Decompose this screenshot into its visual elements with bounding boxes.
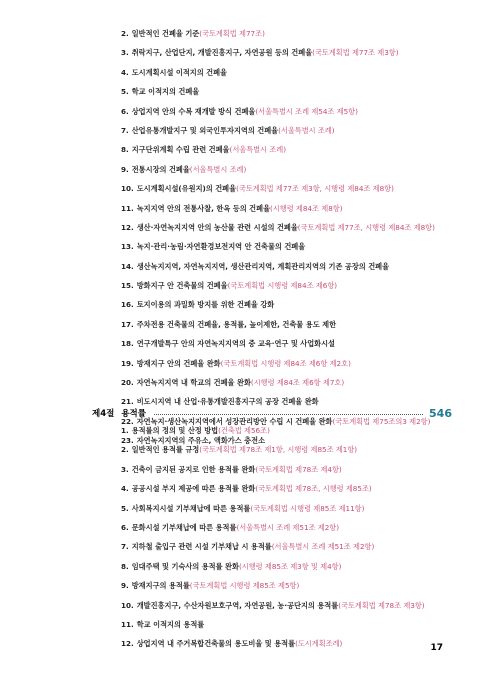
toc-item-title: 개발진흥지구, 수산자원보호구역, 자연공원, 농·공단지의 용적률: [136, 600, 339, 610]
toc-item-reference: (국토계획법 시행령 제84조 제6항 제2호): [220, 358, 351, 368]
toc-item-title: 방재지구 안의 건폐율 완화: [136, 358, 221, 368]
toc-item[interactable]: [121, 102, 470, 121]
toc-item-reference: (국토계획법 제78조 제4항): [255, 464, 342, 474]
toc-item-number: 3.: [121, 464, 129, 474]
toc-item-title: 지구단위계획 수립 관련 건폐율: [131, 145, 230, 155]
toc-item-number: 14.: [121, 261, 134, 271]
toc-item[interactable]: [121, 160, 470, 179]
toc-item-title: 공공시설 부지 제공에 따른 용적률 완화: [131, 484, 256, 494]
toc-item[interactable]: [121, 615, 470, 634]
toc-item[interactable]: [121, 537, 470, 556]
toc-item-title: 방화지구 안 건축물의 건폐율: [136, 281, 228, 291]
toc-item-title: 문화시설 기부채납에 따른 용적률: [131, 522, 237, 532]
toc-item-reference: (국토계획법 제77조, 시행령 제84조 제8항): [297, 222, 435, 232]
toc-item-title: 자연녹지지역의 주유소, 액화가스 충전소: [136, 436, 266, 446]
toc-item-number: 6.: [121, 522, 129, 532]
toc-item[interactable]: [121, 276, 470, 295]
toc-item[interactable]: [121, 315, 470, 334]
toc-item-number: 13.: [121, 242, 134, 252]
toc-item-number: 21.: [121, 397, 134, 407]
toc-item-number: 4.: [121, 484, 129, 494]
toc-item-title: 건축이 금지된 공지로 인한 용적률 완화: [131, 464, 256, 474]
toc-item-reference: (국토계획법 제78조, 시행령 제85조): [255, 484, 372, 494]
toc-list-bottom: [121, 421, 470, 654]
toc-item-reference: (서울특별시 조례 제51조 제2항): [236, 522, 340, 532]
toc-item-reference: (국토계획법 제77조 제3항): [312, 48, 399, 58]
toc-item-number: 2.: [121, 445, 129, 455]
toc-item-title: 도시계획시설(유원지)의 건폐율: [136, 184, 237, 194]
toc-item[interactable]: [121, 440, 470, 459]
toc-item-reference: (국토계획법 시행령 제85조 제11항): [250, 503, 365, 513]
toc-item-reference: (국토계획법 제77조): [199, 29, 265, 38]
toc-item[interactable]: [121, 179, 470, 198]
toc-item-number: 5.: [121, 87, 129, 97]
toc-item[interactable]: [121, 237, 470, 256]
toc-item-title: 사회복지시설 기부채납에 따른 용적률: [131, 503, 251, 513]
toc-item-number: 20.: [121, 378, 134, 388]
toc-item-number: 19.: [121, 358, 134, 368]
toc-item-title: 산업유통개발지구 및 외국인투자지역의 건폐율: [131, 125, 279, 135]
toc-item-number: 10.: [121, 600, 134, 610]
toc-item-number: 22.: [121, 416, 134, 426]
toc-item-title: 방재지구의 용적률: [131, 581, 190, 591]
toc-item-title: 상업지역 내 주거복합건축물의 용도비율 및 용적률: [136, 639, 296, 649]
toc-item-reference: (시행령 제84조 제8항): [270, 203, 343, 213]
toc-item[interactable]: [121, 479, 470, 498]
toc-item-title: 학교 이적지의 건폐율: [131, 87, 200, 97]
toc-item[interactable]: [121, 43, 470, 62]
toc-item-title: 임대주택 및 기숙사의 용적률 완화: [131, 561, 239, 571]
section-page-number: 546: [429, 406, 452, 420]
toc-item-number: 11.: [121, 619, 134, 629]
toc-item-title: 녹지지역 안의 전통사찰, 한옥 등의 건폐율: [136, 203, 271, 213]
toc-item[interactable]: [121, 140, 470, 159]
toc-item-number: 11.: [121, 203, 134, 213]
toc-item-title: 용적률의 정의 및 산정 방법: [131, 426, 219, 435]
toc-item[interactable]: [121, 63, 470, 82]
toc-item[interactable]: [121, 518, 470, 537]
toc-item-reference: (도시계획조례): [295, 639, 343, 649]
toc-item-title: 일반적인 건폐율 기준: [131, 29, 200, 38]
toc-item-title: 비도시지역 내 산업·유통개발진흥지구의 공장 건폐율 완화: [136, 397, 319, 407]
toc-item-reference: (서울특별시 조례): [189, 164, 247, 174]
toc-item-title: 취락지구, 산업단지, 개발진흥지구, 자연공원 등의 건폐율: [131, 48, 313, 58]
toc-item-number: 1.: [121, 426, 129, 435]
toc-list-top: [121, 24, 470, 451]
toc-item[interactable]: [121, 354, 470, 373]
toc-item-reference: (국토계획법 제78조 제3항): [338, 600, 425, 610]
toc-item-number: 18.: [121, 339, 134, 349]
toc-item-reference: (서울특별시 조례): [229, 145, 287, 155]
toc-item-number: 8.: [121, 561, 129, 571]
toc-item-number: 12.: [121, 639, 134, 649]
toc-item[interactable]: [121, 82, 470, 101]
page-number: 17: [430, 643, 443, 653]
toc-item-number: 7.: [121, 542, 129, 552]
toc-section-header[interactable]: [92, 405, 452, 421]
toc-item-title: 생산녹지지역, 자연녹지지역, 생산관리지역, 계획관리지역의 기존 공장의 건폐율: [136, 261, 390, 271]
toc-item-title: 일반적인 용적률 규정: [131, 445, 200, 455]
toc-item[interactable]: [121, 24, 470, 43]
toc-item-number: 7.: [121, 125, 129, 135]
toc-item[interactable]: [121, 218, 470, 237]
toc-item[interactable]: [121, 121, 470, 140]
toc-item[interactable]: [121, 257, 470, 276]
toc-item-title: 주차전용 건축물의 건폐율, 용적률, 높이제한, 건축물 용도 제한: [136, 319, 337, 329]
toc-item-reference: (국토계획법 제77조 제3항, 시행령 제84조 제8항): [236, 184, 394, 194]
toc-item-title: 생산·자연녹지지역 안의 농산물 관련 시설의 건폐율: [136, 222, 298, 232]
toc-item[interactable]: [121, 596, 470, 615]
toc-item-title: 녹지·관리·농림·자연환경보전지역 안 건축물의 건폐율: [136, 242, 306, 252]
toc-item-number: 12.: [121, 222, 134, 232]
toc-item-reference: (국토계획법 제78조 제1항, 시행령 제85조 제1항): [199, 445, 358, 455]
toc-item[interactable]: [121, 199, 470, 218]
toc-item-reference: (국토계획법 제75조의3 제2항): [332, 416, 431, 426]
toc-item-number: 8.: [121, 145, 129, 155]
toc-item-title: 자연녹지지역 내 학교의 건폐율 완화: [136, 378, 251, 388]
toc-item-number: 5.: [121, 503, 129, 513]
toc-item-title: 토지이용의 과밀화 방지를 위한 건폐율 강화: [136, 300, 275, 310]
toc-item-number: 2.: [121, 29, 129, 38]
toc-item-number: 3.: [121, 48, 129, 58]
toc-item-reference: (시행령 제85조 제3항 및 제4항): [238, 561, 342, 571]
toc-item-reference: (건축법 제56조): [218, 426, 270, 435]
toc-item-number: 4.: [121, 67, 129, 77]
toc-item-reference: (서울특별시 조례): [278, 125, 335, 135]
toc-item-reference: (서울특별시 조례 제54조 제5항): [255, 106, 358, 116]
toc-item-number: 9.: [121, 164, 129, 174]
toc-item-title: 전통시장의 건폐율: [131, 164, 190, 174]
toc-item[interactable]: [121, 576, 470, 595]
toc-item-title: 지하철 출입구 관련 시설 기부채납 시 용적률: [131, 542, 272, 552]
toc-item[interactable]: [121, 460, 470, 479]
toc-item-title: 연구개발특구 안의 자연녹지지역의 중 교육·연구 및 사업화시설: [136, 339, 336, 349]
toc-item[interactable]: [121, 557, 470, 576]
leader-dots: [154, 414, 423, 415]
toc-item-title: 학교 이적지의 용적률: [136, 619, 205, 629]
toc-item[interactable]: [121, 421, 470, 440]
toc-item[interactable]: [121, 373, 470, 392]
toc-item-number: 16.: [121, 300, 134, 310]
toc-item-number: 17.: [121, 319, 134, 329]
toc-item[interactable]: [121, 334, 470, 353]
toc-item-number: 6.: [121, 106, 129, 116]
toc-item-title: 도시계획시설 이적지의 건폐율: [131, 67, 228, 77]
toc-item-reference: (서울특별시 조례 제51조 제2항): [271, 542, 375, 552]
toc-item-reference: (국토계획법 시행령 제84조 제6항): [227, 281, 338, 291]
toc-item-number: 15.: [121, 281, 134, 291]
toc-item[interactable]: [121, 499, 470, 518]
section-label: 제4절: [92, 409, 115, 419]
toc-item-title: 자연녹지·생산녹지지역에서 성장관리방안 수립 시 건폐율 완화: [136, 416, 333, 426]
toc-item-number: 10.: [121, 184, 134, 194]
toc-item[interactable]: [121, 295, 470, 314]
toc-item[interactable]: [121, 634, 470, 653]
toc-item-title: 상업지역 안의 수복 재개발 방식 건폐율: [131, 106, 256, 116]
toc-item-reference: (국토계획법 시행령 제85조 제5항): [189, 581, 300, 591]
toc-item-number: 23.: [121, 436, 134, 446]
toc-item-number: 9.: [121, 581, 129, 591]
toc-item-reference: (시행령 제84조 제6항 제7호): [250, 378, 345, 388]
section-title: 용적률: [121, 409, 146, 419]
